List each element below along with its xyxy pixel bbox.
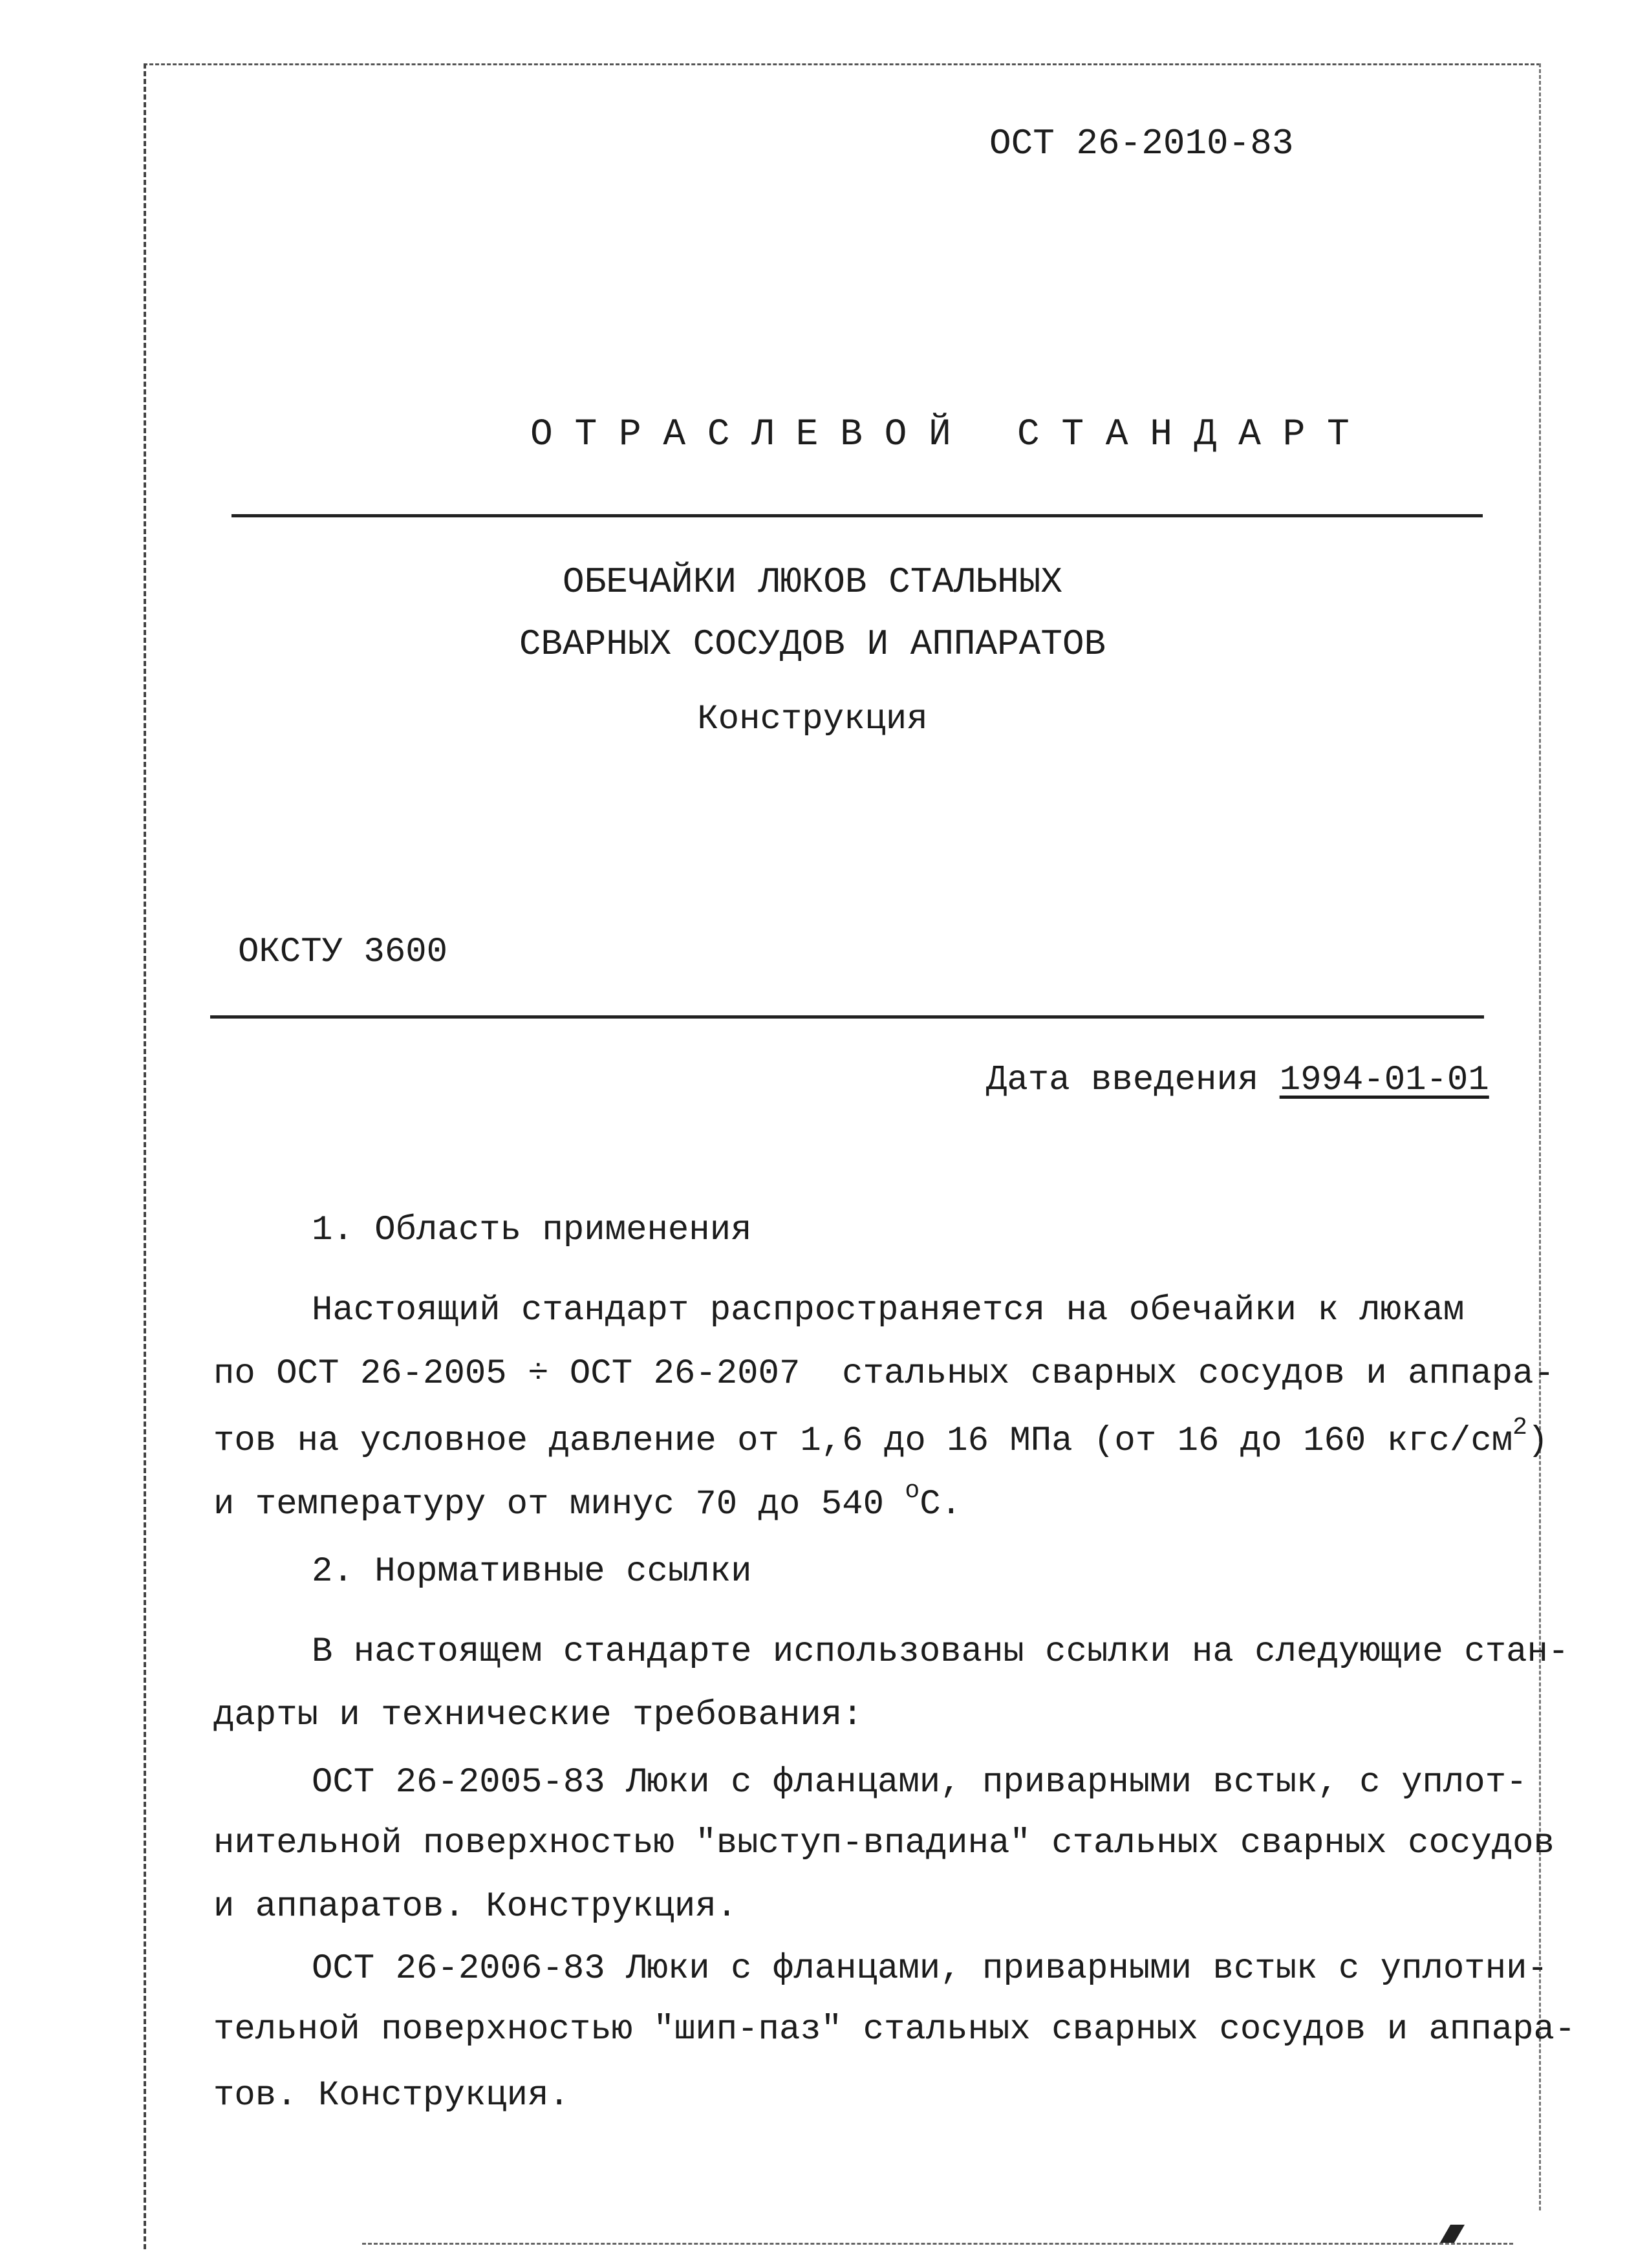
paragraph-line: тов. Конструкция. xyxy=(213,2076,570,2115)
paragraph-text: ) xyxy=(1527,1421,1549,1461)
standard-type-title: ОТРАСЛЕВОЙ СТАНДАРТ xyxy=(530,414,1372,456)
document-title-line-2: СВАРНЫХ СОСУДОВ И АППАРАТОВ xyxy=(519,623,1106,665)
paragraph-line: В настоящем стандарте использованы ссылки на следующие стан- xyxy=(312,1632,1569,1672)
paragraph-line: Настоящий стандарт распространяется на обечайки к люкам xyxy=(312,1291,1465,1330)
effective-date-label: Дата введения xyxy=(986,1061,1259,1100)
section-1-heading: 1. Область применения xyxy=(312,1211,752,1250)
document-subtitle: Конструкция xyxy=(697,700,928,739)
page-frame-bottom xyxy=(362,2243,1513,2245)
effective-date-value: 1994-01-01 xyxy=(1279,1061,1489,1100)
page-frame-left xyxy=(144,63,146,2249)
header-divider-top xyxy=(231,514,1483,517)
paragraph-text: тов на условное давление от 1,6 до 16 МПа (от 16 до 160 кгс/см xyxy=(213,1421,1513,1461)
corner-ink-mark xyxy=(1440,2225,1465,2243)
degree-superscript: о xyxy=(905,1477,920,1505)
paragraph-line: и аппаратов. Конструкция. xyxy=(213,1887,738,1927)
paragraph-line xyxy=(213,1414,1549,1461)
reference-entry: ОСТ 26-2005-83 Люки с фланцами, приварными встык, с уплот- xyxy=(312,1763,1527,1802)
document-title-line-1: ОБЕЧАЙКИ ЛЮКОВ СТАЛЬНЫХ xyxy=(563,561,1062,603)
page-frame-top xyxy=(144,63,1540,65)
section-2-heading: 2. Нормативные ссылки xyxy=(312,1552,752,1592)
page-frame-right xyxy=(1539,63,1541,2210)
oksty-code: ОКСТУ 3600 xyxy=(238,933,448,972)
document-code: ОСТ 26-2010-83 xyxy=(989,123,1294,164)
reference-entry: ОСТ 26-2006-83 Люки с фланцами, приварными встык с уплотни- xyxy=(312,1949,1548,1989)
header-divider-bottom xyxy=(210,1015,1484,1019)
paragraph-line: нительной поверхностью "выступ-впадина" стальных сварных сосудов xyxy=(213,1824,1555,1863)
paragraph-text: С. xyxy=(920,1485,962,1524)
effective-date xyxy=(986,1061,1489,1100)
paragraph-line xyxy=(213,1477,962,1524)
paragraph-line: тельной поверхностью "шип-паз" стальных сварных сосудов и аппара- xyxy=(213,2010,1576,2049)
paragraph-line: по ОСТ 26-2005 ÷ ОСТ 26-2007 стальных сварных сосудов и аппара- xyxy=(213,1354,1555,1394)
paragraph-text: и температуру от минус 70 до 540 xyxy=(213,1485,905,1524)
paragraph-line: дарты и технические требования: xyxy=(213,1696,863,1735)
superscript-2: 2 xyxy=(1512,1414,1527,1442)
